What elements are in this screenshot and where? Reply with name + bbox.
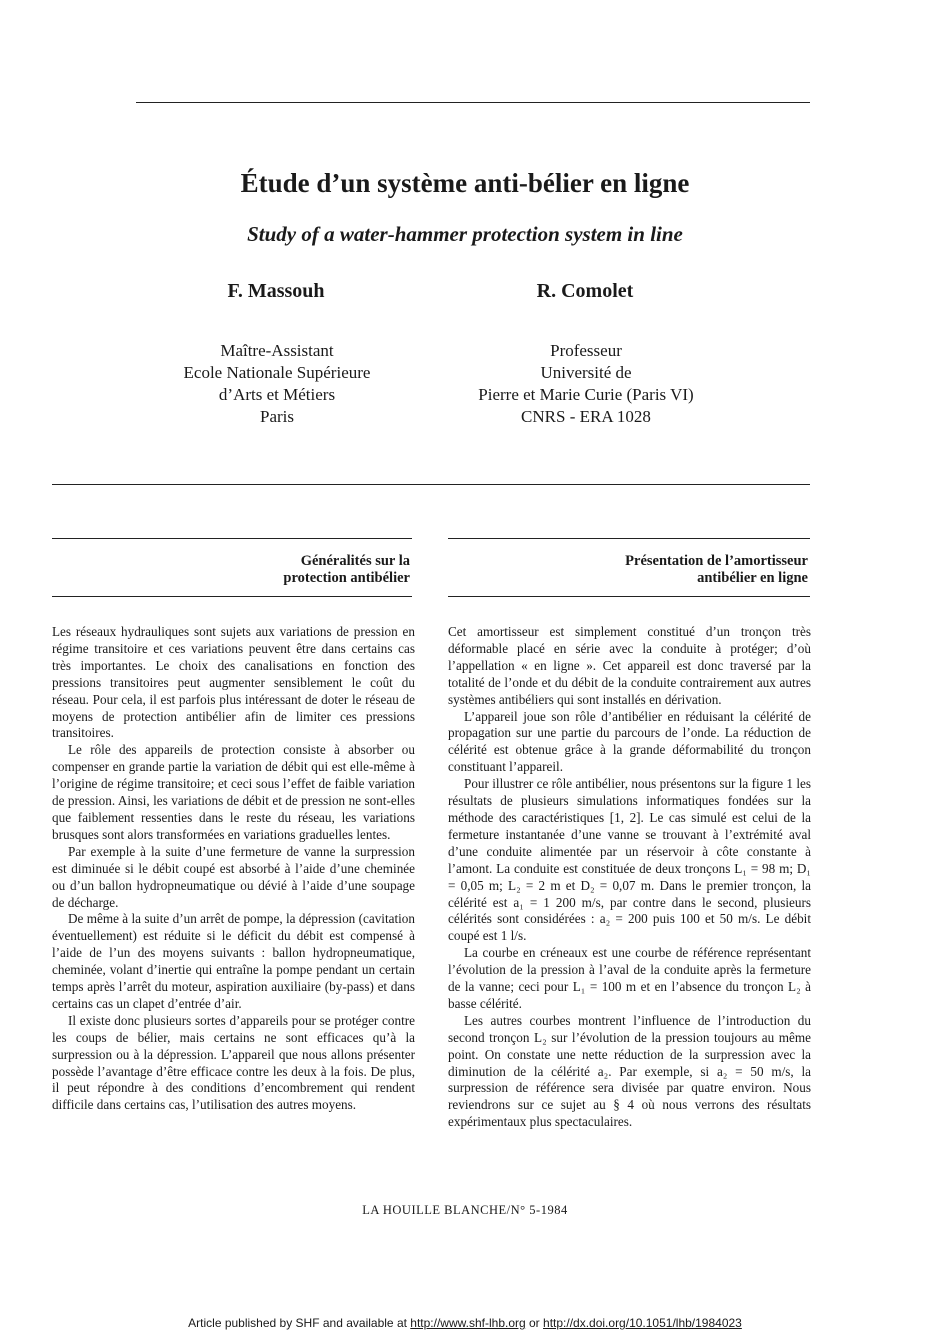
doi-link[interactable]: http://dx.doi.org/10.1051/lhb/1984023 [543,1316,742,1330]
paragraph: L’appareil joue son rôle d’antibélier en réduisant la célérité de propagation sur une partie du parcours de l’onde. La réduction de célérité est obtenue grâce à la grande déformabilité du tronçon constituant l’appareil. [448,708,811,775]
paragraph: Les réseaux hydrauliques sont sujets aux variations de pression en régime transitoire et ces variations peuvent être dans certains cas très importantes. Le choix des canalisations en fonction des pressions transitoires peut augmenter sensiblement le coût du réseau. Pour cela, il est parfois plus intéressant de doter le réseau de moyens de protection antibélier afin de limiter ces pressions transitoires. [52,624,415,741]
left-section-bottom-rule [52,596,412,597]
affiliation-line: CNRS - ERA 1028 [521,407,651,426]
paragraph: De même à la suite d’un arrêt de pompe, la dépression (cavitation éventuellement) est réduite si le déficit du débit est compensé à l’aide de l’un des moyens suivants : ballon hydropneumatique, cheminée, volant d’inertie qui entraîne la pompe pendant un certain temps après l’arrêt du moteur, aspiration auxiliaire (by-pass) et dans certains cas un clapet d’entrée d’air. [52,911,415,1011]
author-affiliation-2 [421,340,751,428]
paragraph: Les autres courbes montrent l’influence de l’introduction du second tronçon L₂ sur l’évolution de la pression toujours au même point. On constate une nette réduction de la surpression avec la diminution de la célérité a₂. Par exemple, si a₂ = 50 m/s, la surpression de référence sera divisée par quatre environ. Nous reviendrons sur ce sujet au § 4 où nous verrons des résultats expérimentaux plus spectaculaires. [448,1012,811,1130]
affiliation-line: Paris [260,407,294,426]
top-rule [136,102,810,103]
publication-note-prefix: Article published by SHF and available at [188,1316,411,1330]
publication-note-middle: or [525,1316,544,1330]
section-heading-line: protection antibélier [283,570,410,586]
paragraph: La courbe en créneaux est une courbe de référence représentant l’évolution de la pression à l’aval de la conduite après la fermeture de la vanne; ceci pour L₁ = 100 m et en l’absence du tronçon L₂ à basse célérité. [448,945,811,1011]
author-affiliation-1 [112,340,442,428]
affiliation-line: Pierre et Marie Curie (Paris VI) [478,385,694,404]
affiliation-line: Université de [540,363,632,382]
publication-note [0,1316,930,1330]
section-heading-line: Présentation de l’amortisseur [625,553,808,569]
paragraph: Pour illustrer ce rôle antibélier, nous présentons sur la figure 1 les résultats de plusieurs simulations informatiques fondées sur la méthode des caractéristiques [1, 2]. Le cas simulé est celui de la fermeture instantanée d’une vanne se trouvant à l’extrémité aval d’une conduite alimentée par un réservoir à côte constante à l’amont. La conduite est constituée de deux tronçons L₁ = 98 m; D₁ = 0,05 m; L₂ = 2 m et D₂ = 0,07 m. Dans le premier tronçon, la célérité est a₁ = 1 200 m/s, par contre dans le second, plusieurs célérités sont considérées : a₂ = 200 puis 100 et 50 m/s. Le débit coupé est 1 l/s. [448,776,811,944]
affiliation-line: Ecole Nationale Supérieure [183,363,371,382]
section-heading-line: antibélier en ligne [697,570,808,586]
affiliation-line: Maître-Assistant [220,341,334,360]
page-title: Étude d’un système anti-bélier en ligne [240,168,690,198]
paragraph: Cet amortisseur est simplement constitué d’un tronçon très déformable placé en série avec la conduite à protéger; d’où l’appellation « en ligne ». Cet appareil est donc traversé par la totalité de l’onde et du débit de la conduite contrairement aux autres systèmes antibéliers qui sont installés en dérivation. [448,624,811,707]
paragraph: Le rôle des appareils de protection consiste à absorber ou compenser en grande partie la variation de débit qui est elle-même à l’origine de régime transitoire; et ceci sous l’effet de faible variation de pression. Ainsi, les variations de débit et de pression ne sont-elles que faiblement ressenties dans le reste du réseau, les variations brusques sont alors transformées en variations graduelles lentes. [52,742,415,842]
section-heading-line: Généralités sur la [300,553,410,569]
section-heading-left [52,553,410,587]
author-name-2: R. Comolet [536,280,634,302]
author-name-1: F. Massouh [227,280,325,302]
shf-link[interactable]: http://www.shf-lhb.org [410,1316,526,1330]
body-column-right [448,624,811,1131]
page-subtitle: Study of a water-hammer protection system in line [247,222,683,246]
affiliation-line: d’Arts et Métiers [218,385,336,404]
left-section-top-rule [52,538,412,539]
body-column-left [52,624,415,1114]
paragraph: Il existe donc plusieurs sortes d’appareils pour se protéger contre les coups de bélier, mais certains ne sont efficaces qu’à la surpression ou à la dépression. L’appareil que nous allons présenter possède l’avantage d’être efficace contre les deux à la fois. De plus, il peut répondre à des conditions d’encombrement qui rendent difficile dans certains cas, l’utilisation des autres moyens. [52,1012,415,1113]
section-heading-right [448,553,808,587]
right-section-top-rule [448,538,810,539]
paragraph: Par exemple à la suite d’une fermeture de vanne la surpression est diminuée si le débit coupé est absorbé à l’aide d’une cheminée ou d’un ballon hydropneumatique ou dévié à l’aide d’une soupage de décharge. [52,843,415,910]
right-section-bottom-rule [448,596,810,597]
affiliation-line: Professeur [550,341,622,360]
journal-footer: LA HOUILLE BLANCHE/N° 5-1984 [362,1203,568,1217]
header-bottom-rule [52,484,810,485]
